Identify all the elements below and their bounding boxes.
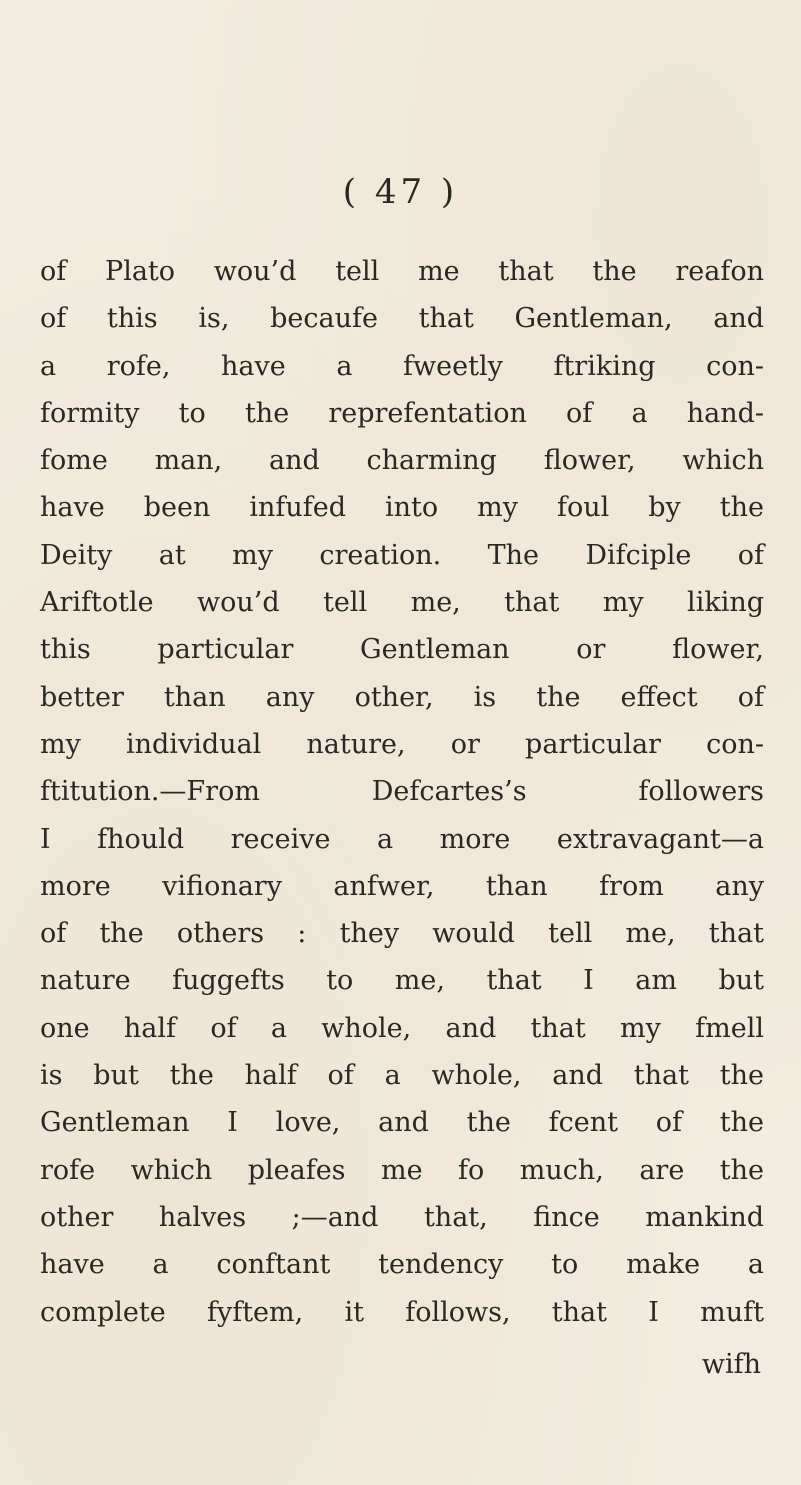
text-line: Gentleman I love, and the fcent of the bbox=[40, 1107, 764, 1139]
text-line: more vifionary anfwer, than from any bbox=[40, 870, 764, 902]
text-line: is but the half of a whole, and that the bbox=[40, 1060, 764, 1092]
text-line: my individual nature, or particular con- bbox=[40, 728, 764, 760]
text-line: better than any other, is the effect of bbox=[40, 681, 764, 713]
text-line: formity to the reprefentation of a hand- bbox=[40, 397, 764, 429]
text-line: other halves ;—and that, fince mankind bbox=[40, 1201, 764, 1233]
text-line: Ariftotle wou’d tell me, that my liking bbox=[40, 587, 764, 619]
text-line: a rofe, have a fweetly ftriking con- bbox=[40, 350, 764, 382]
text-line: complete fyftem, it follows, that I muft bbox=[40, 1296, 764, 1328]
catchword: wifh bbox=[701, 1349, 761, 1380]
text-line: of the others : they would tell me, that bbox=[40, 918, 764, 950]
text-line: have a conftant tendency to make a bbox=[40, 1249, 764, 1281]
text-line: of Plato wou’d tell me that the reafon bbox=[40, 256, 764, 287]
text-line: ftitution.—From Defcartes’s followers bbox=[40, 776, 764, 808]
text-line: rofe which pleafes me fo much, are the bbox=[40, 1154, 764, 1186]
text-line: this particular Gentleman or flower, bbox=[40, 634, 764, 666]
text-line: nature fuggefts to me, that I am but bbox=[40, 965, 764, 997]
text-line: one half of a whole, and that my fmell bbox=[40, 1012, 764, 1044]
page-number: ( 47 ) bbox=[342, 172, 459, 212]
text-line: of this is, becaufe that Gentleman, and bbox=[40, 303, 764, 335]
body-text bbox=[40, 252, 764, 1340]
text-line: have been infufed into my foul by the bbox=[40, 492, 764, 524]
text-line: I fhould receive a more extravagant—a bbox=[40, 823, 764, 855]
text-line: fome man, and charming flower, which bbox=[40, 445, 764, 477]
text-line: Deity at my creation. The Difciple of bbox=[40, 539, 764, 571]
